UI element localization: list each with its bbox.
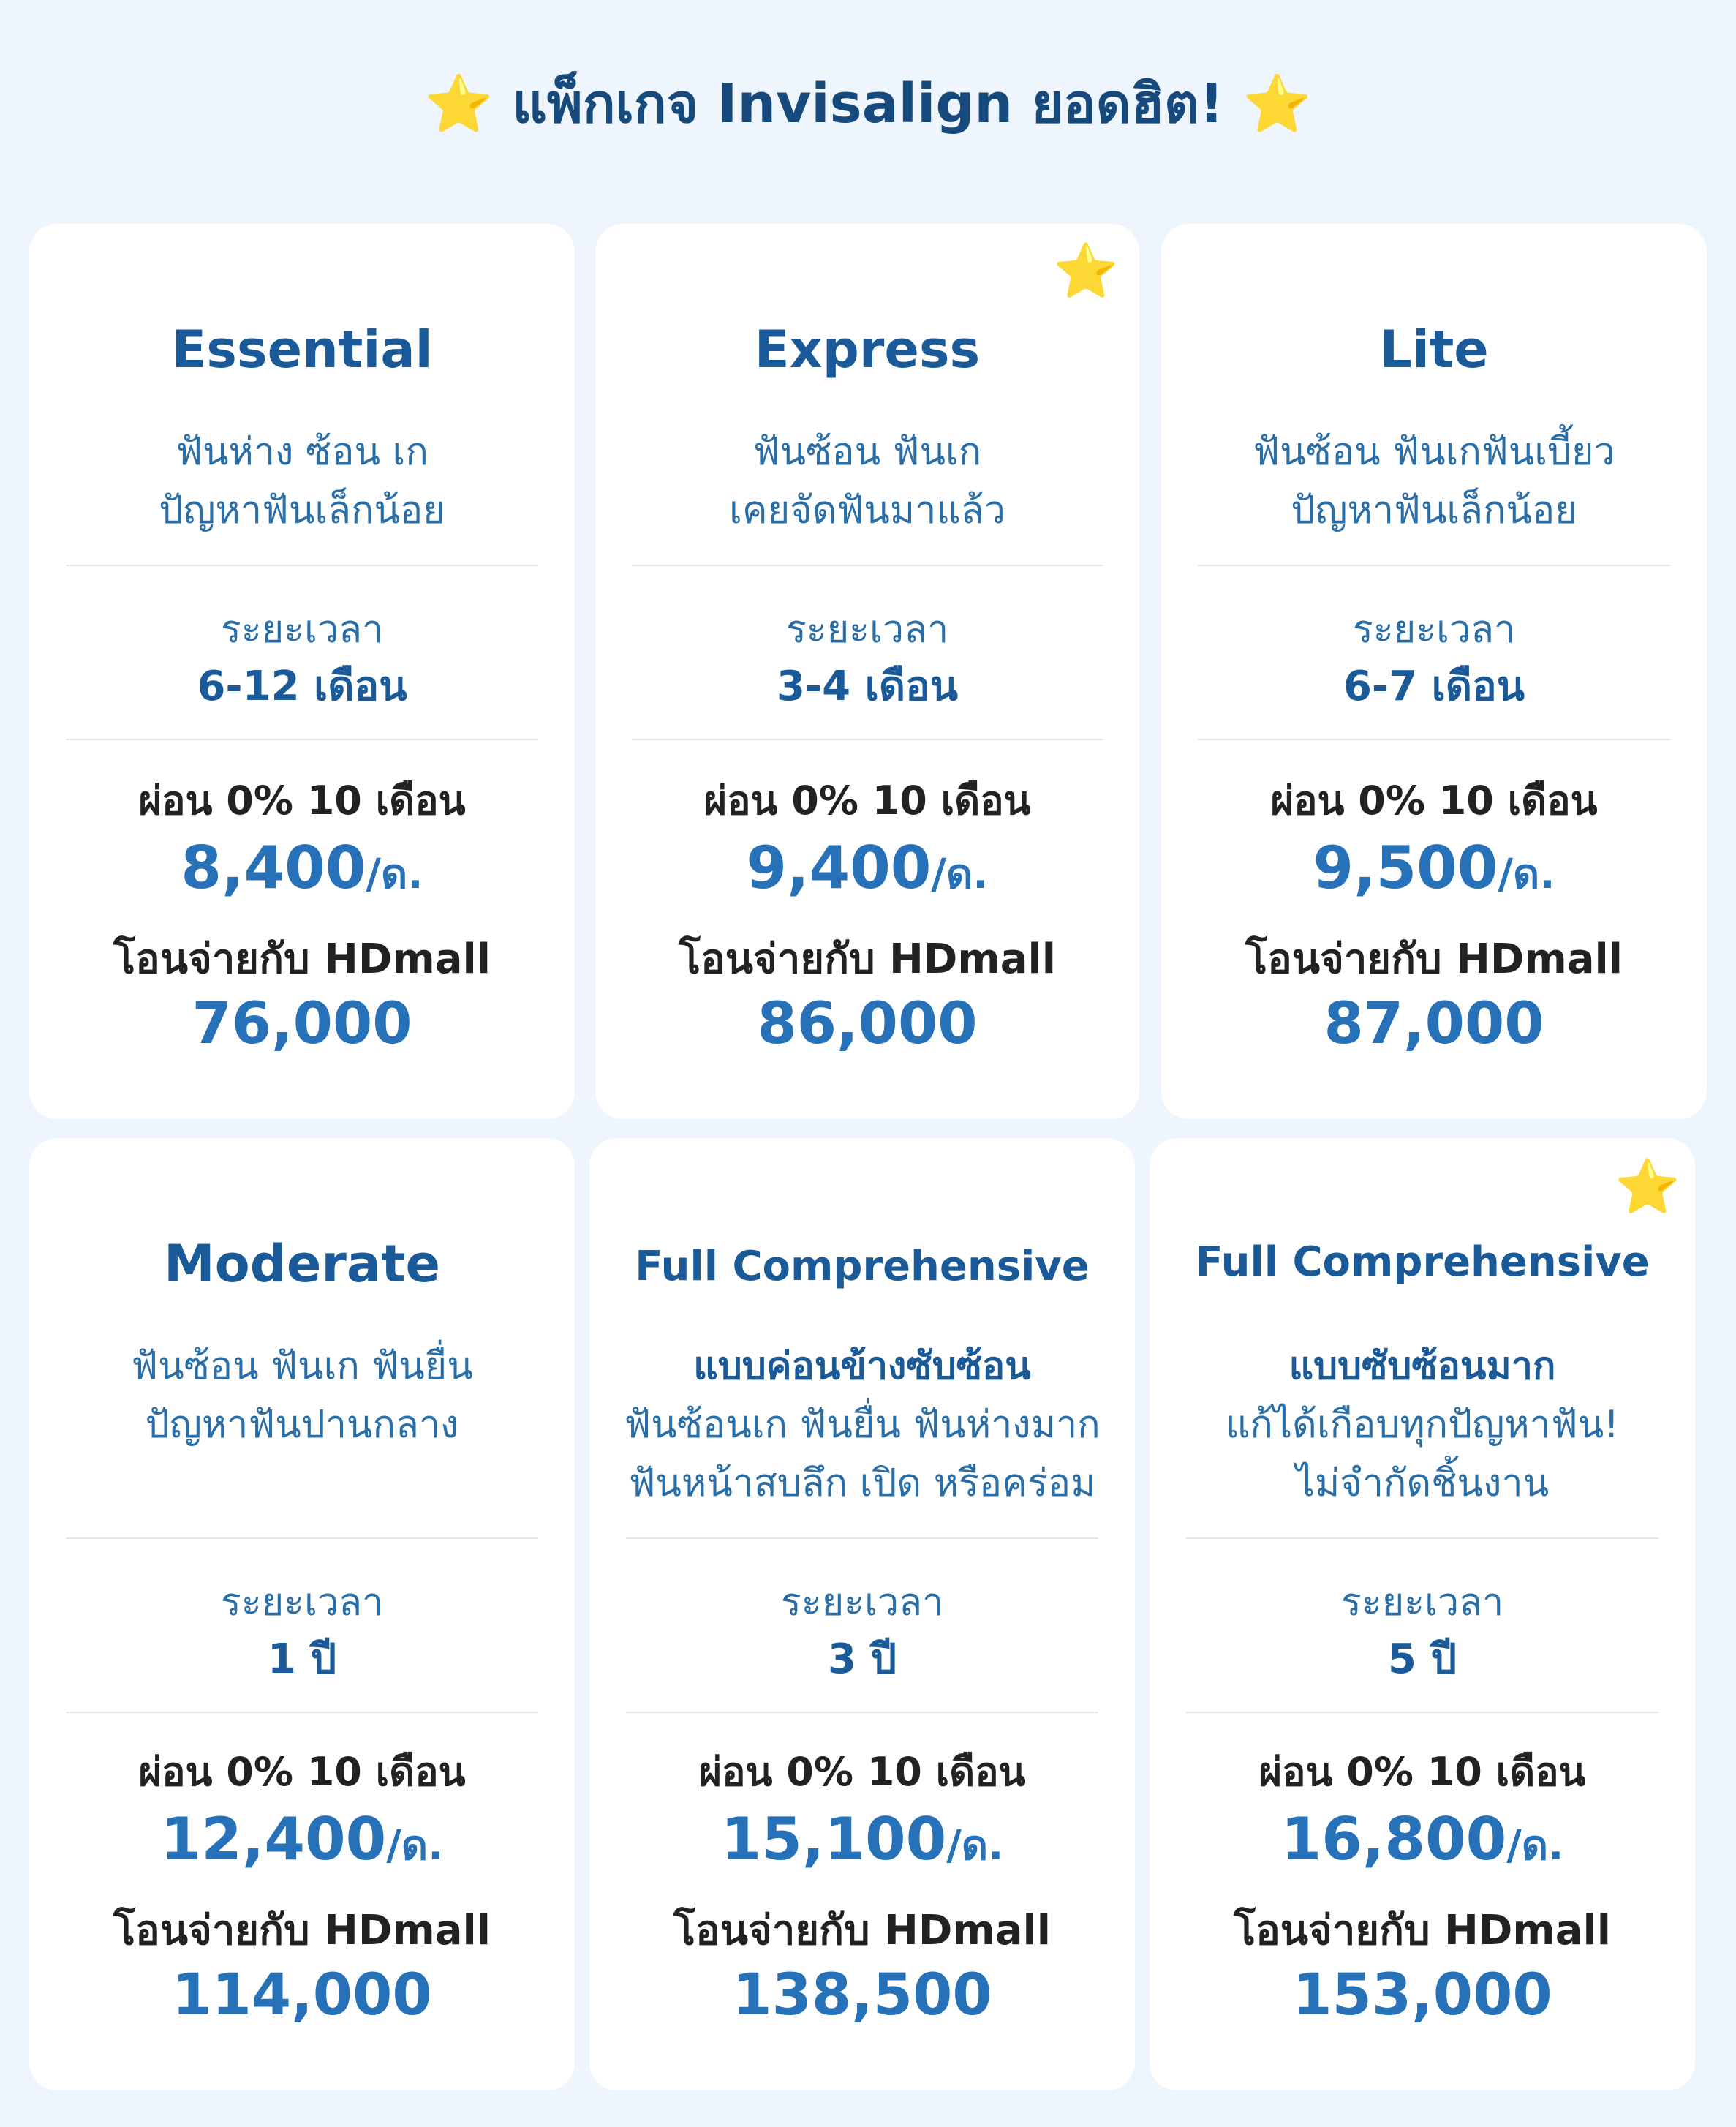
star-icon: ⭐ — [1053, 240, 1119, 301]
package-name: Full Comprehensive — [635, 1243, 1090, 1290]
divider — [626, 1712, 1098, 1713]
star-icon: ⭐ — [1615, 1156, 1680, 1217]
divider — [66, 1712, 538, 1713]
total-price: 153,000 — [1292, 1962, 1552, 2028]
pay-with-label: โอนจ่ายกับ HDmall — [1234, 1907, 1611, 1954]
package-name: Express — [754, 320, 981, 380]
package-description — [29, 423, 575, 540]
divider — [1198, 739, 1670, 740]
package-card-essential[interactable] — [29, 224, 575, 1119]
total-price: 87,000 — [1324, 991, 1544, 1057]
package-name: Lite — [1379, 320, 1489, 380]
installment-label: ผ่อน 0% 10 เดือน — [138, 1749, 466, 1795]
installment-label: ผ่อน 0% 10 เดือน — [1270, 778, 1598, 824]
duration-value: 5 ปี — [1387, 1635, 1457, 1683]
total-price: 138,500 — [732, 1962, 992, 2028]
monthly-price — [1150, 1799, 1695, 1896]
pay-with-label: โอนจ่ายกับ HDmall — [673, 1907, 1051, 1954]
description-line: ปัญหาฟันปานกลาง — [145, 1403, 459, 1447]
duration-value: 1 ปี — [267, 1635, 336, 1683]
package-name: Full Comprehensive — [1195, 1238, 1650, 1286]
package-description — [29, 1337, 575, 1454]
description-heading: แบบค่อนข้างซับซ้อน — [693, 1344, 1031, 1388]
page-title — [0, 67, 1736, 140]
installment-label: ผ่อน 0% 10 เดือน — [698, 1749, 1026, 1795]
description-line: ฟันหน้าสบลึก เปิด หรือคร่อม — [628, 1461, 1096, 1505]
description-line: ปัญหาฟันเล็กน้อย — [159, 489, 445, 532]
monthly-amount: 9,400 — [746, 834, 932, 902]
package-card-full-comprehensive-moderate[interactable] — [589, 1138, 1135, 2090]
pay-with-label: โอนจ่ายกับ HDmall — [679, 935, 1056, 983]
installment-label: ผ่อน 0% 10 เดือน — [703, 778, 1031, 824]
description-line: แก้ได้เกือบทุกปัญหาฟัน! — [1225, 1403, 1620, 1447]
package-description — [1161, 423, 1707, 540]
divider — [66, 565, 538, 566]
description-heading: แบบซับซ้อนมาก — [1288, 1344, 1556, 1388]
duration-label: ระยะเวลา — [1352, 608, 1516, 652]
duration-value: 3 ปี — [827, 1635, 897, 1683]
description-line: ไม่จำกัดชิ้นงาน — [1295, 1461, 1550, 1505]
description-line: ฟันห่าง ซ้อน เก — [176, 430, 429, 474]
per-month-unit: /ด. — [1498, 851, 1555, 898]
divider — [632, 565, 1103, 566]
monthly-price — [29, 1799, 575, 1896]
divider — [66, 739, 538, 740]
divider — [1198, 565, 1670, 566]
per-month-unit: /ด. — [386, 1822, 444, 1870]
duration-value: 3-4 เดือน — [776, 663, 959, 710]
description-line: เคยจัดฟันมาแล้ว — [729, 489, 1005, 532]
monthly-amount: 9,500 — [1313, 834, 1498, 902]
divider — [1186, 1712, 1658, 1713]
page-title-text: แพ็กเกจ Invisalign ยอดฮิต! — [512, 72, 1224, 135]
duration-value: 6-7 เดือน — [1343, 663, 1525, 710]
package-description — [589, 1337, 1135, 1513]
monthly-amount: 8,400 — [181, 834, 366, 902]
monthly-price — [589, 1799, 1135, 1896]
duration-label: ระยะเวลา — [780, 1581, 944, 1625]
package-card-lite[interactable] — [1161, 224, 1707, 1119]
package-description — [595, 423, 1139, 540]
description-line: ฟันซ้อน ฟันเกฟันเบี้ยว — [1253, 430, 1615, 474]
monthly-amount: 15,100 — [720, 1805, 947, 1873]
monthly-amount: 16,800 — [1280, 1805, 1507, 1873]
duration-label: ระยะเวลา — [220, 608, 384, 652]
installment-label: ผ่อน 0% 10 เดือน — [138, 778, 466, 824]
per-month-unit: /ด. — [366, 851, 423, 898]
monthly-amount: 12,400 — [160, 1805, 387, 1873]
total-price: 114,000 — [172, 1962, 432, 2028]
duration-label: ระยะเวลา — [785, 608, 949, 652]
package-name: Moderate — [163, 1234, 441, 1294]
star-icon: ⭐ — [1242, 71, 1313, 136]
pay-with-label: โอนจ่ายกับ HDmall — [113, 1907, 491, 1954]
monthly-price — [595, 828, 1139, 925]
duration-label: ระยะเวลา — [220, 1581, 384, 1625]
divider — [1186, 1537, 1658, 1539]
duration-value: 6-12 เดือน — [197, 663, 407, 710]
package-name: Essential — [171, 320, 433, 380]
package-card-express[interactable] — [595, 224, 1139, 1119]
description-line: ปัญหาฟันเล็กน้อย — [1291, 489, 1577, 532]
package-card-full-comprehensive-complex[interactable] — [1150, 1138, 1695, 2090]
description-line: ฟันซ้อนเก ฟันยื่น ฟันห่างมาก — [624, 1403, 1101, 1447]
total-price: 76,000 — [192, 991, 412, 1057]
monthly-price — [29, 828, 575, 925]
divider — [66, 1537, 538, 1539]
description-line: ฟันซ้อน ฟันเก — [752, 430, 982, 474]
installment-label: ผ่อน 0% 10 เดือน — [1258, 1749, 1586, 1795]
duration-label: ระยะเวลา — [1340, 1581, 1504, 1625]
package-card-moderate[interactable] — [29, 1138, 575, 2090]
pay-with-label: โอนจ่ายกับ HDmall — [113, 935, 491, 983]
per-month-unit: /ด. — [931, 851, 989, 898]
per-month-unit: /ด. — [946, 1822, 1004, 1870]
pay-with-label: โอนจ่ายกับ HDmall — [1245, 935, 1623, 983]
per-month-unit: /ด. — [1506, 1822, 1564, 1870]
divider — [626, 1537, 1098, 1539]
star-icon: ⭐ — [423, 71, 494, 136]
package-description — [1150, 1337, 1695, 1513]
divider — [632, 739, 1103, 740]
monthly-price — [1161, 828, 1707, 925]
description-line: ฟันซ้อน ฟันเก ฟันยื่น — [131, 1344, 473, 1388]
total-price: 86,000 — [757, 991, 978, 1057]
